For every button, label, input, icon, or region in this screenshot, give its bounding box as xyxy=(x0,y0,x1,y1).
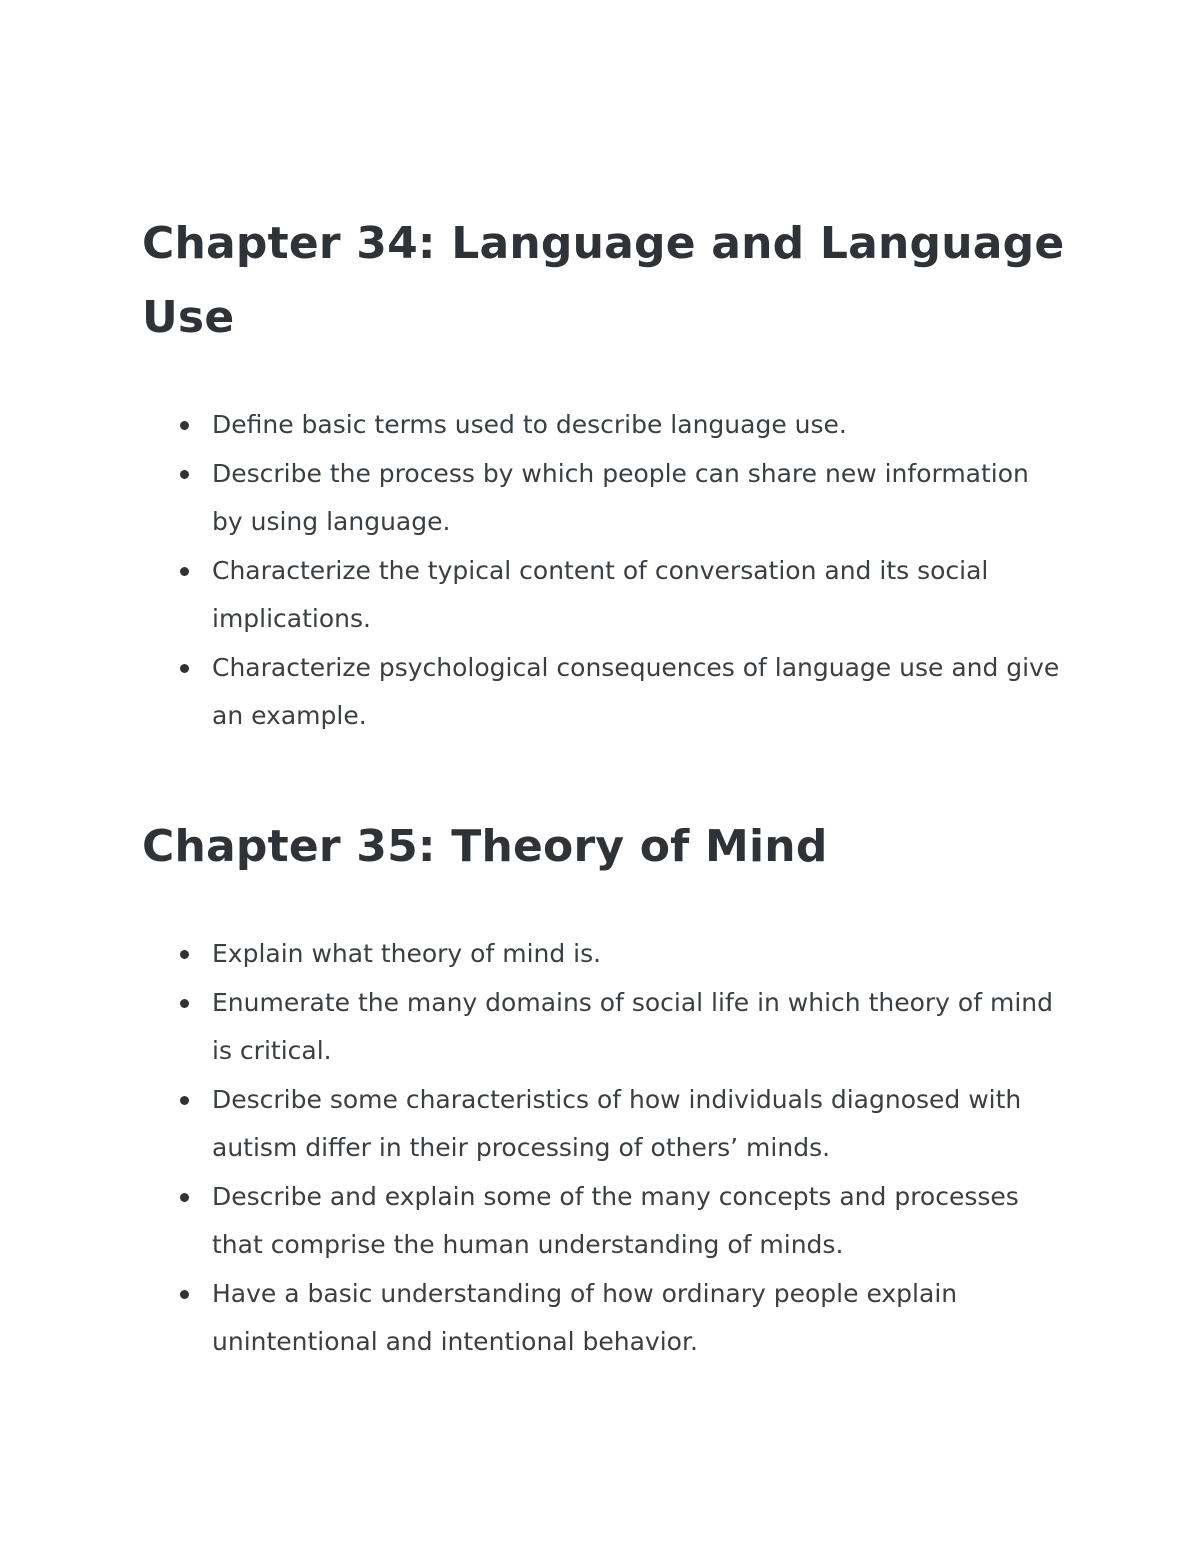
chapter-34-objectives-list xyxy=(142,401,1072,741)
chapter-35-objectives-list xyxy=(142,930,1072,1367)
bullet-icon xyxy=(180,1193,189,1202)
bullet-icon xyxy=(180,421,189,430)
bullet-icon xyxy=(180,567,189,576)
chapter-35-title: Chapter 35: Theory of Mind xyxy=(142,821,828,872)
list-item xyxy=(142,1270,1062,1367)
bullet-icon xyxy=(180,950,189,959)
list-item xyxy=(142,979,1062,1076)
list-item xyxy=(142,450,1062,547)
objective-text: Have a basic understanding of how ordinary people explain unintentional and intentional behavior. xyxy=(212,1278,958,1356)
chapter-34-section xyxy=(142,207,1072,741)
objective-text: Characterize psychological consequences of language use and give an example. xyxy=(212,652,1060,730)
objective-text: Describe and explain some of the many concepts and processes that comprise the human understanding of minds. xyxy=(212,1181,1019,1259)
list-item xyxy=(142,1173,1062,1270)
objective-text: Characterize the typical content of conversation and its social implications. xyxy=(212,555,989,633)
chapter-34-title: Chapter 34: Language and Language Use xyxy=(142,218,1065,343)
bullet-icon xyxy=(180,470,189,479)
objective-text: Describe the process by which people can share new information by using language. xyxy=(212,458,1029,536)
bullet-icon xyxy=(180,999,189,1008)
list-item xyxy=(142,401,1062,450)
objective-text: Describe some characteristics of how individuals diagnosed with autism differ in their processing of others’ minds. xyxy=(212,1084,1022,1162)
objective-text: Explain what theory of mind is. xyxy=(212,939,602,968)
list-item xyxy=(142,644,1062,741)
bullet-icon xyxy=(180,664,189,673)
list-item xyxy=(142,1076,1062,1173)
list-item xyxy=(142,930,1062,979)
bullet-icon xyxy=(180,1096,189,1105)
chapter-35-section xyxy=(142,810,1072,1367)
objective-text: Define basic terms used to describe language use. xyxy=(212,410,847,439)
objective-text: Enumerate the many domains of social life in which theory of mind is critical. xyxy=(212,987,1053,1065)
bullet-icon xyxy=(180,1290,189,1299)
list-item xyxy=(142,547,1062,644)
